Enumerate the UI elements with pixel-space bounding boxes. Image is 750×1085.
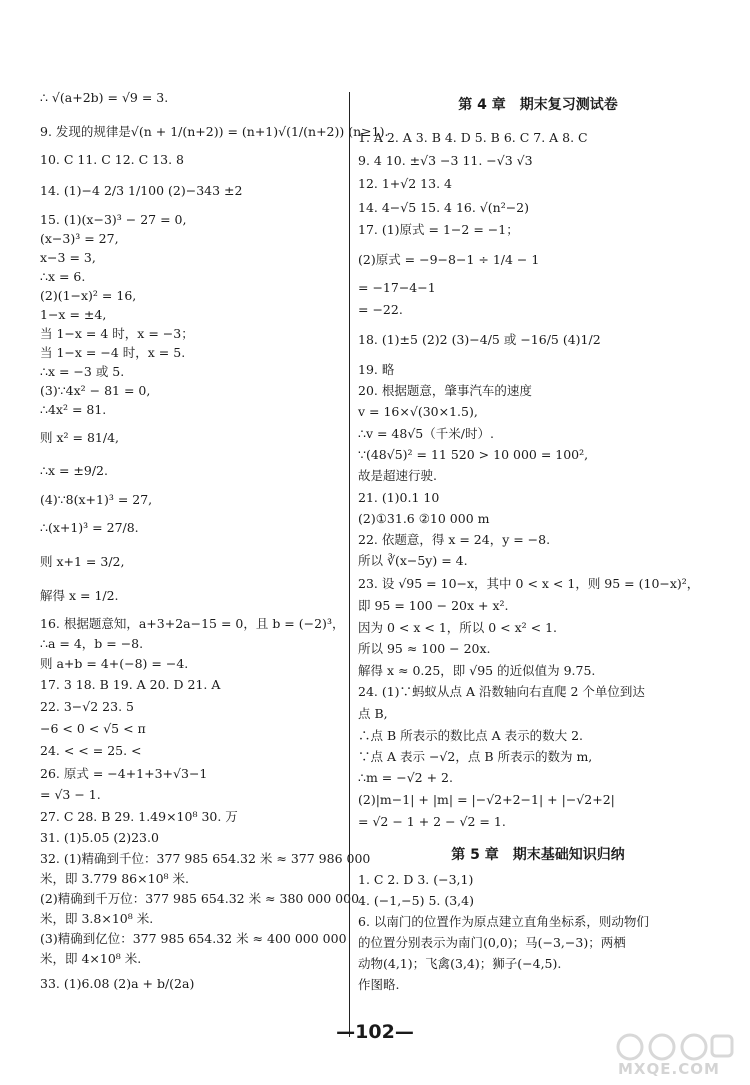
left-line: 则 x+1 = 3/2,: [40, 554, 125, 569]
r1-line: 20. 根据题意，肇事汽车的速度: [358, 383, 532, 398]
left-line: 15. (1)(x−3)³ − 27 = 0,: [40, 212, 187, 227]
left-line: 当 1−x = 4 时，x = −3；: [40, 326, 194, 341]
r1-line: ∵点 A 表示 −√2，点 B 所表示的数为 m,: [358, 749, 593, 764]
r2-line: 4. (−1,−5) 5. (3,4): [358, 893, 474, 908]
left-line: (4)∵8(x+1)³ = 27,: [40, 492, 153, 507]
r1-line: v = 16×√(30×1.5),: [358, 404, 478, 419]
r1-line: 23. 设 √95 = 10−x，其中 0 < x < 1，则 95 = (10−x)²，: [358, 576, 700, 591]
left-line: 9. 发现的规律是√(n + 1/(n+2)) = (n+1)√(1/(n+2)) (n≥1).: [40, 124, 389, 139]
left-line: 27. C 28. B 29. 1.49×10⁸ 30. 万: [40, 809, 238, 824]
r1-line: 14. 4−√5 15. 4 16. √(n²−2): [358, 200, 530, 215]
chapter-4-heading: 第 4 章 期末复习测试卷: [458, 97, 618, 113]
r1-line: ∴m = −√2 + 2.: [358, 770, 453, 785]
watermark-logo-icon: [600, 1032, 740, 1062]
left-line: 米，即 3.779 86×10⁸ 米.: [40, 871, 189, 886]
left-line: ∴ √(a+2b) = √9 = 3.: [40, 90, 169, 105]
r1-line: 18. (1)±5 (2)2 (3)−4/5 或 −16/5 (4)1/2: [358, 332, 601, 347]
r1-line: (2)原式 = −9−8−1 ÷ 1/4 − 1: [358, 252, 540, 267]
r1-line: 解得 x ≈ 0.25，即 √95 的近似值为 9.75.: [358, 663, 596, 678]
column-divider: [349, 92, 350, 1037]
left-line: 22. 3−√2 23. 5: [40, 699, 134, 714]
r1-line: ∵(48√5)² = 11 520 > 10 000 = 100²,: [358, 447, 589, 462]
r2-line: 的位置分别表示为南门(0,0)；马(−3,−3)；两栖: [358, 935, 626, 950]
left-line: 10. C 11. C 12. C 13. 8: [40, 152, 184, 167]
left-line: 31. (1)5.05 (2)23.0: [40, 830, 159, 845]
left-line: −6 < 0 < √5 < π: [40, 721, 146, 736]
left-line: 米，即 4×10⁸ 米.: [40, 951, 142, 966]
left-line: 24. < < = 25. <: [40, 743, 142, 758]
r1-line: (2)|m−1| + |m| = |−√2+2−1| + |−√2+2|: [358, 792, 615, 807]
left-line: 16. 根据题意知，a+3+2a−15 = 0，且 b = (−2)³，: [40, 616, 345, 631]
r1-line: 所以 ∛(x−5y) = 4.: [358, 553, 468, 568]
left-line: ∴x = ±9/2.: [40, 463, 108, 478]
r1-line: 点 B,: [358, 706, 388, 721]
r1-line: = √2 − 1 + 2 − √2 = 1.: [358, 814, 506, 829]
left-line: 米，即 3.8×10⁸ 米.: [40, 911, 154, 926]
r2-line: 动物(4,1)；飞禽(3,4)；狮子(−4,5).: [358, 956, 562, 971]
left-line: 17. 3 18. B 19. A 20. D 21. A: [40, 677, 221, 692]
chapter-5-heading: 第 5 章 期末基础知识归纳: [451, 847, 625, 863]
watermark-logo: [600, 1032, 740, 1078]
left-line: ∴x = 6.: [40, 269, 86, 284]
r1-line: 9. 4 10. ±√3 −3 11. −√3 √3: [358, 153, 533, 168]
left-line: 32. (1)精确到千位：377 985 654.32 米 ≈ 377 986 000: [40, 851, 371, 866]
r1-line: ∴v = 48√5（千米/时）.: [358, 426, 494, 441]
watermark-text: MXQE.COM: [618, 1060, 720, 1078]
left-line: 则 x² = 81/4,: [40, 430, 119, 445]
r2-line: 作图略.: [358, 977, 400, 992]
page-number: —102—: [336, 1021, 414, 1043]
r1-line: 22. 依题意，得 x = 24，y = −8.: [358, 532, 551, 547]
left-line: ∴(x+1)³ = 27/8.: [40, 520, 139, 535]
left-line: 26. 原式 = −4+1+3+√3−1: [40, 766, 208, 781]
left-line: 33. (1)6.08 (2)a + b/(2a): [40, 976, 195, 991]
r2-line: 1. C 2. D 3. (−3,1): [358, 872, 474, 887]
r1-line: 即 95 = 100 − 20x + x².: [358, 598, 509, 613]
left-line: (x−3)³ = 27,: [40, 231, 119, 246]
left-line: 解得 x = 1/2.: [40, 588, 119, 603]
r1-line: 所以 95 ≈ 100 − 20x.: [358, 641, 491, 656]
r2-line: 6. 以南门的位置作为原点建立直角坐标系，则动物们: [358, 914, 649, 929]
r1-line: 因为 0 < x < 1，所以 0 < x² < 1.: [358, 620, 558, 635]
r1-line: 19. 略: [358, 362, 395, 377]
left-line: (2)(1−x)² = 16,: [40, 288, 137, 303]
left-line: x−3 = 3,: [40, 250, 96, 265]
r1-line: 24. (1)∵蚂蚁从点 A 沿数轴向右直爬 2 个单位到达: [358, 684, 645, 699]
left-line: 当 1−x = −4 时，x = 5.: [40, 345, 186, 360]
r1-line: (2)①31.6 ②10 000 m: [358, 511, 490, 526]
left-line: (2)精确到千万位：377 985 654.32 米 ≈ 380 000 000: [40, 891, 360, 906]
r1-line: 17. (1)原式 = 1−2 = −1；: [358, 222, 519, 237]
left-line: 1−x = ±4,: [40, 307, 107, 322]
left-line: ∴4x² = 81.: [40, 402, 107, 417]
r1-line: 故是超速行驶.: [358, 468, 437, 483]
r1-line: ∴点 B 所表示的数比点 A 表示的数大 2.: [358, 728, 584, 743]
r1-line: 21. (1)0.1 10: [358, 490, 440, 505]
r1-line: = −22.: [358, 302, 403, 317]
left-line: (3)∵4x² − 81 = 0,: [40, 383, 151, 398]
left-line: ∴a = 4，b = −8.: [40, 636, 144, 651]
r1-line: 1. A 2. A 3. B 4. D 5. B 6. C 7. A 8. C: [358, 130, 588, 145]
left-line: ∴x = −3 或 5.: [40, 364, 125, 379]
left-line: = √3 − 1.: [40, 787, 101, 802]
left-line: 14. (1)−4 2/3 1/100 (2)−343 ±2: [40, 183, 243, 198]
r1-line: = −17−4−1: [358, 280, 436, 295]
left-line: (3)精确到亿位：377 985 654.32 米 ≈ 400 000 000: [40, 931, 347, 946]
left-line: 则 a+b = 4+(−8) = −4.: [40, 656, 189, 671]
r1-line: 12. 1+√2 13. 4: [358, 176, 452, 191]
